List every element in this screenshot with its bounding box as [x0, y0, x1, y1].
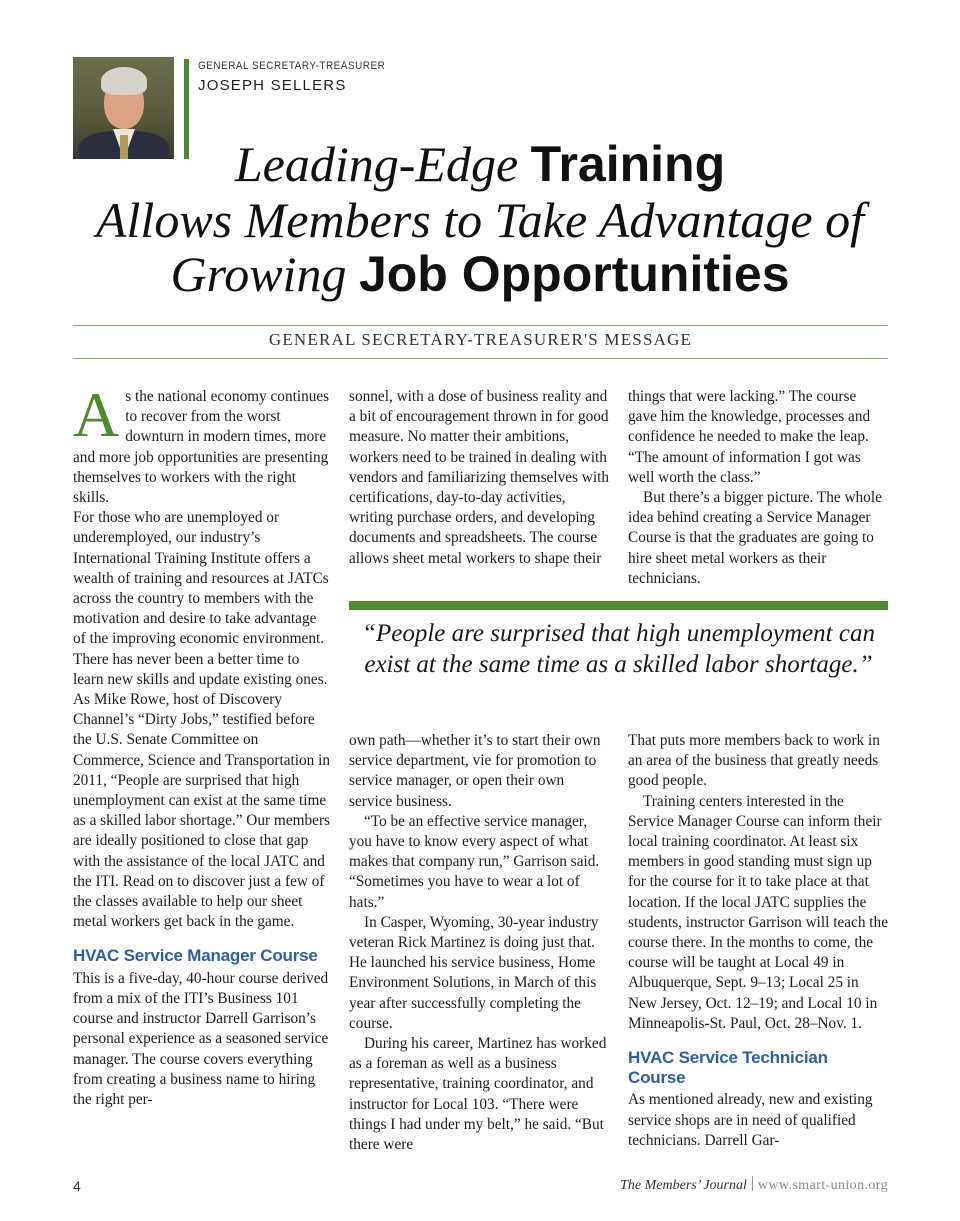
- author-name: JOSEPH SELLERS: [198, 77, 347, 94]
- page-number: 4: [73, 1178, 81, 1194]
- body-paragraph: sonnel, with a dose of business reality and a bit of encouragement thrown in for good measure. No matter their ambitions, workers need to be trained in dealing with vendors and familiarizing themselves with certifications, day-to-day activities, writing purchase orders, and developing documents and spreadsheets. The course allows sheet metal workers to shape their: [349, 388, 609, 567]
- body-paragraph: Training centers interested in the Service Manager Course can inform their local training coordinator. At least six members in good standing must sign up for the course for it to take place at that location. If the local JATC supplies the students, instructor Garrison will teach the course there. In the months to come, the course will be taught at Local 49 in Albuquerque, Sept. 9–13; Local 25 in New Jersey, Oct. 12–19; and Local 10 in Minneapolis-St. Paul, Oct. 28–Nov. 1.: [628, 792, 888, 1032]
- article-column-1: [73, 379, 331, 1110]
- section-rule-bottom: [73, 358, 888, 359]
- footer-publication: [620, 1176, 888, 1194]
- website-link[interactable]: www.smart-union.org: [757, 1178, 888, 1193]
- pullquote-bar: [349, 601, 888, 610]
- body-paragraph: For those who are unemployed or underemployed, our industry’s International Training Institute offers a wealth of training and resources at JATCs across the country to members with the motivation and desire to take advantage of the improving economic environment. There has never been a better time to learn new skills and update existing ones. As Mike Rowe, host of Discovery Channel’s “Dirty Jobs,” testified before the U.S. Senate Committee on Commerce, Science and Transportation in 2011, “People are surprised that high unemployment can exist at the same time as a skilled labor shortage.” Our members are ideally positioned to close that gap with the assistance of the local JATC and the ITI. Read on to discover just a few of the classes available to help our sheet metal workers get back in the game.: [73, 509, 331, 931]
- author-title: GENERAL SECRETARY-TREASURER: [198, 60, 386, 72]
- article-column-3-bottom: [628, 731, 888, 1151]
- journal-name: The Members’ Journal: [620, 1178, 747, 1193]
- body-paragraph: In Casper, Wyoming, 30-year industry veteran Rick Martinez is doing just that. He launched his service business, Home Environment Solutions, in March of this year after successfully completing the course.: [349, 913, 599, 1032]
- article-column-3-top: [628, 387, 888, 589]
- intro-paragraph: As the national economy continues to recover from the worst downturn in modern times, more and more job opportunities are presenting themselves to workers with the right skills.: [73, 379, 330, 507]
- section-label: GENERAL SECRETARY-TREASURER'S MESSAGE: [268, 330, 693, 349]
- body-paragraph: own path—whether it’s to start their own service department, vie for promotion to service manager, or open their own service business.: [349, 732, 601, 810]
- body-paragraph: things that were lacking.” The course gave him the knowledge, processes and confidence he needed to make the leap. “The amount of information I got was well worth the class.”: [628, 388, 871, 486]
- footer-divider: [752, 1176, 753, 1191]
- body-paragraph: This is a five-day, 40-hour course derived from a mix of the ITI’s Business 101 course and instructor Darrell Garrison’s personal experience as a seasoned service manager. The course covers everything from creating a business name to hiring the right per-: [73, 969, 329, 1108]
- body-paragraph: But there’s a bigger picture. The whole idea behind creating a Service Manager Course is that the graduates are going to hire sheet metal workers as their technicians.: [628, 489, 882, 587]
- body-paragraph: As mentioned already, new and existing service shops are in need of qualified technicians. Darrell Gar-: [628, 1091, 873, 1149]
- body-paragraph: During his career, Martinez has worked as a foreman as well as a business representative, training coordinator, and instructor for Local 103. “There were things I had under my belt,” he said. “But there were: [349, 1035, 607, 1154]
- body-paragraph: “To be an effective service manager, you have to know every aspect of what makes that company run,” Garrison said. “Sometimes you have to wear a lot of hats.”: [349, 812, 600, 911]
- article-column-2-top: [349, 387, 611, 569]
- section-rule-top: [73, 325, 888, 326]
- drop-cap: A: [73, 379, 120, 450]
- article-column-2-bottom: [349, 731, 611, 1155]
- headline-line-2: Allows Members to Take Advantage of: [96, 192, 864, 248]
- headline-line-3: Growing Job Opportunities: [170, 246, 790, 302]
- pullquote: “People are surprised that high unemployment can exist at the same time as a skilled labor shortage.”: [362, 620, 875, 678]
- body-paragraph: That puts more members back to work in an area of the business that greatly needs good people.: [628, 732, 880, 790]
- subhead-service-manager: HVAC Service Manager Course: [73, 946, 318, 966]
- subhead-service-technician: HVAC Service Technician Course: [628, 1048, 828, 1088]
- headline-line-1: Leading-Edge Training: [234, 136, 726, 192]
